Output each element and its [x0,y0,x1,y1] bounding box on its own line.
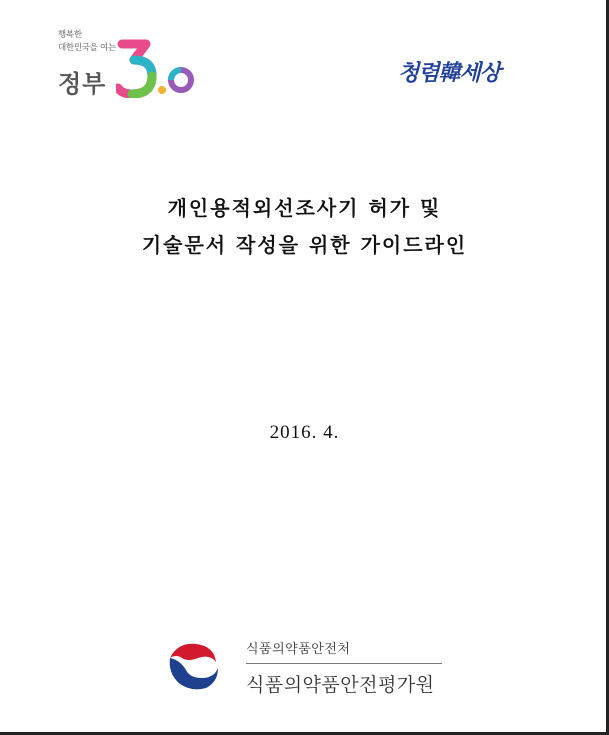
agency-divider [246,663,442,664]
slogan-text: 청렴韓세상 [398,61,501,86]
agency-parent: 식품의약품안전처 [246,642,351,657]
agency-name: 식품의약품안전평가원 [246,674,435,696]
agency-block [246,638,466,697]
gov-3-0-logo [58,28,198,103]
gov-word: 정부 [58,70,107,98]
gov-tagline-1: 행복한 [58,30,82,40]
title-line-1: 개인용적외선조사기 허가 및 [167,196,442,220]
colorful-3-0-icon [116,36,196,98]
taegeuk-emblem-icon [164,636,224,696]
document-title [0,190,609,264]
title-line-2: 기술문서 작성을 위한 가이드라인 [141,233,468,257]
gov-tagline-2: 대한민국을 여는 [58,43,116,53]
slogan-logo [398,56,533,92]
document-date: 2016. 4. [269,422,340,443]
